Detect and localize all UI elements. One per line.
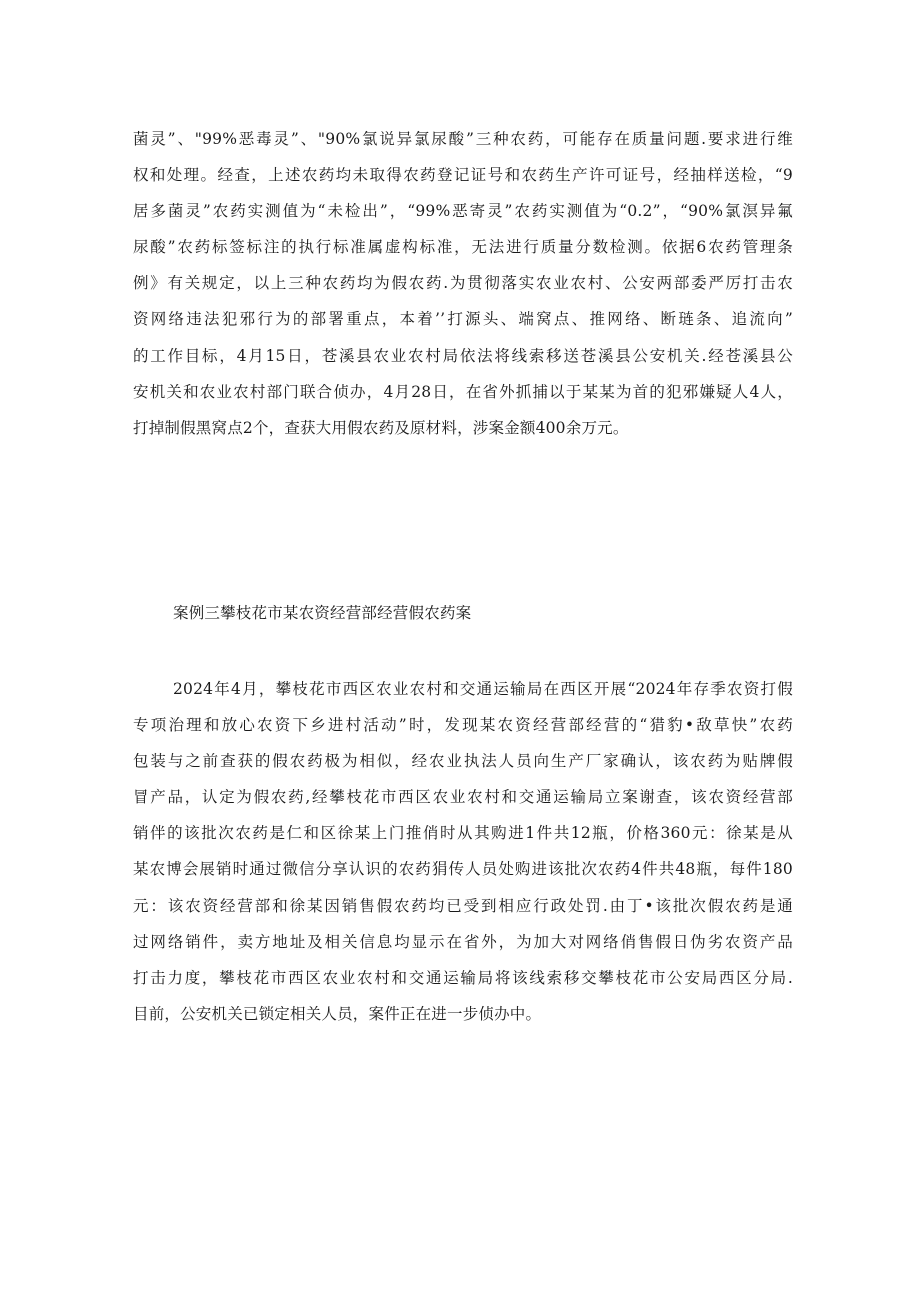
- text-line: 打击力度，攀枝花市西区农业农村和交通运输局将该线索移交攀枝花市公安局西区分局.: [133, 968, 793, 987]
- case-heading: [133, 595, 793, 631]
- text-line: 过网络销件，卖方地址及相关信息均显示在省外，为加大对网络俏售假日伪劣农资产品: [133, 932, 793, 951]
- case-paragraph-continued: [133, 121, 793, 446]
- text-line: 安机关和农业农村部门联合侦办，4月28日，在省外抓捕以于某某为首的犯邪嫌疑人4人，: [133, 382, 793, 401]
- text-line: 包装与之前查获的假农药极为相似，经农业执法人员向生产厂家确认，该农药为贴牌假: [133, 752, 793, 771]
- text-line: 某农博会展销时通过微信分享认识的农药狷传人员处购进该批次农药4件共48瓶，每件180: [133, 860, 793, 879]
- text-line: 资网络违法犯邪行为的部署重点，本着’’打源头、端窝点、推网络、断琏条、追流向”: [133, 310, 793, 329]
- text-line: 菌灵”、"99%恶毒灵”、"90%氯说异氯尿酸”三种农药，可能存在质量问题.要求进行维: [133, 130, 793, 148]
- text-line: 目前，公安机关已锁定相关人员，案件正在进一步侦办中。: [133, 1004, 542, 1023]
- text-line: 销伴的该批次农药是仁和区徐某上门推俏时从其购进1件共12瓶，价格360元：徐某是从: [133, 824, 793, 843]
- text-line: 的工作目标，4月15日，苍溪县农业农村局依法将线索移送苍溪县公安机关.经苍溪县公: [133, 346, 793, 365]
- text-line: 居多菌灵”农药实测值为“未检出”，“99%恶寄灵”农药实测值为“0.2”，“90%氯溟异氟: [133, 202, 793, 221]
- text-line: 2024年4月，攀枝花市西区农业农村和交通运输局在西区开展“2024年存季农资打假: [173, 680, 793, 698]
- text-line: 冒产品，认定为假农药,经攀枝花市西区农业农村和交通运输局立案谢查，该农资经营部: [133, 788, 793, 807]
- text-line: 专项治理和放心农资下乡进村活动”时，发现某农资经营部经营的“猎豹•敌草快”农药: [133, 716, 793, 735]
- text-line: 权和处理。经查，上述农药均未取得农药登记证号和农药生产许可证号，经抽样送检，“9: [133, 166, 793, 185]
- text-line: 打掉制假黑窝点2个，查获大用假农药及原材料，涉案金额400余万元。: [133, 418, 629, 437]
- text-line: 例》有关规定，以上三种农药均为假农药.为贯彻落实农业农村、公安两部委严厉打击农: [133, 274, 793, 293]
- section-heading: 案例三攀枝花市某农资经营部经营假农药案: [173, 604, 472, 622]
- text-line: 元：该农资经营部和徐某因销售假农药均已受到相应行政处罚.由丁•该批次假农药是通: [133, 896, 793, 915]
- case-paragraph: [133, 671, 793, 1032]
- text-line: 尿酸”农药标签标注的执行标准属虚构标准，无法进行质量分数检测。依据6农药管理条: [133, 238, 793, 257]
